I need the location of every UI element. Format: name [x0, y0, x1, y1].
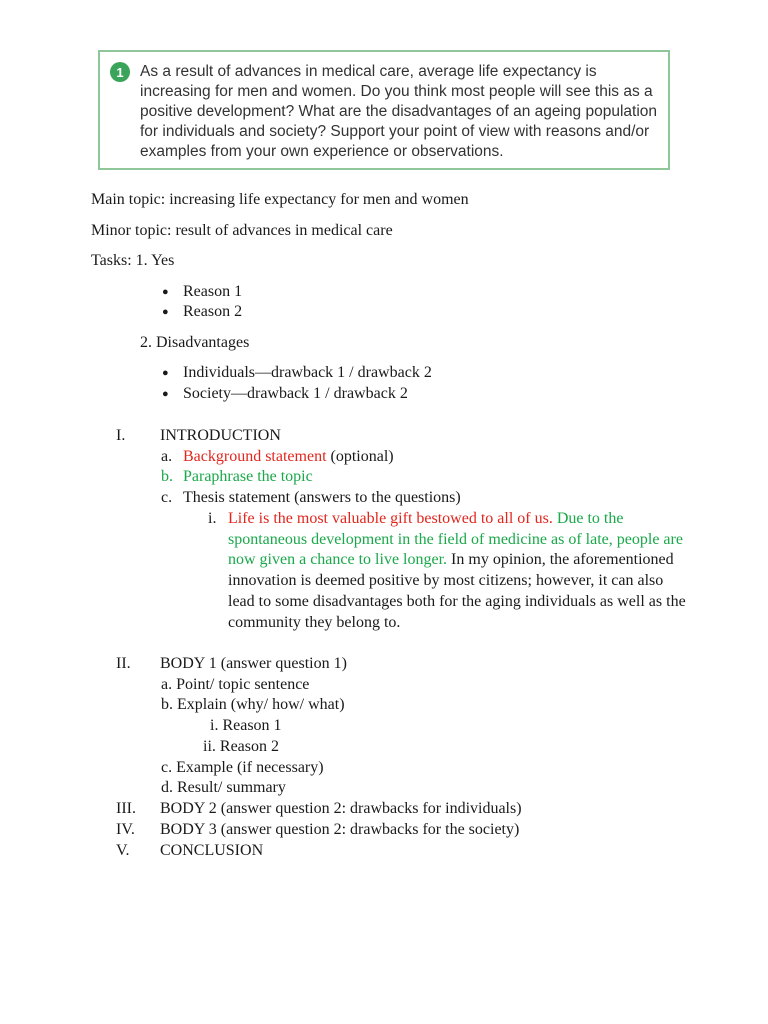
- prompt-text: As a result of advances in medical care, average life expectancy is increasing for men and women. Do you think most people will see this as a positive development? What are the disadvantages of an ageing population for individuals and society? Support your point of view with reasons and/or examples from your own experience or observations.: [140, 63, 658, 160]
- main-topic: Main topic: increasing life expectancy for men and women: [91, 191, 469, 208]
- bullet-icon: ●: [162, 306, 169, 318]
- paraphrase-topic: Paraphrase the topic: [183, 468, 313, 485]
- conclusion-heading: CONCLUSION: [160, 842, 264, 859]
- tasks-second: 2. Disadvantages: [140, 334, 250, 351]
- disadvantage-item: Individuals—drawback 1 / drawback 2: [183, 364, 432, 381]
- background-statement: Background statement (optional): [183, 448, 394, 465]
- item-label: b.: [161, 468, 173, 485]
- tasks-label: Tasks: 1. Yes: [91, 252, 175, 269]
- number-one-icon: 1: [110, 62, 130, 82]
- reason-item: Reason 1: [183, 283, 243, 300]
- body3-heading: BODY 3 (answer question 2: drawbacks for the society): [160, 821, 520, 838]
- body1-reason: i. Reason 1: [210, 717, 282, 734]
- bullet-icon: ●: [162, 388, 169, 400]
- disadvantage-item: Society—drawback 1 / drawback 2: [183, 385, 408, 402]
- outline-num: V.: [116, 842, 130, 859]
- minor-topic: Minor topic: result of advances in medical care: [91, 222, 393, 239]
- outline-num: III.: [116, 800, 136, 817]
- body2-heading: BODY 2 (answer question 2: drawbacks for individuals): [160, 800, 522, 817]
- item-label: i.: [208, 510, 217, 527]
- item-label: c.: [161, 489, 173, 506]
- reason-item: Reason 2: [183, 303, 243, 320]
- body1-reason: ii. Reason 2: [203, 738, 279, 755]
- item-label: a.: [161, 448, 173, 465]
- body1-heading: BODY 1 (answer question 1): [160, 655, 347, 672]
- body1-result: d. Result/ summary: [161, 779, 286, 796]
- outline-num: II.: [116, 655, 131, 672]
- body1-example: c. Example (if necessary): [161, 759, 324, 776]
- bullet-icon: ●: [162, 286, 169, 298]
- thesis-label: Thesis statement (answers to the questions): [183, 489, 461, 506]
- outline-num: IV.: [116, 821, 135, 838]
- bullet-icon: ●: [162, 367, 169, 379]
- prompt-box: [98, 50, 670, 170]
- outline-num: I.: [116, 427, 126, 444]
- thesis-paragraph: Life is the most valuable gift bestowed to all of us. Due to the spontaneous development in the field of medicine as of late, people are now given a chance to live longer. In my opinion, the aforementioned innovation is deemed positive by most citizens; however, it can also lead to some disadvantages both for the aging individuals as well as the community they belong to.: [228, 510, 686, 631]
- intro-heading: INTRODUCTION: [160, 427, 281, 444]
- body1-explain: b. Explain (why/ how/ what): [161, 696, 345, 713]
- body1-point: a. Point/ topic sentence: [161, 676, 310, 693]
